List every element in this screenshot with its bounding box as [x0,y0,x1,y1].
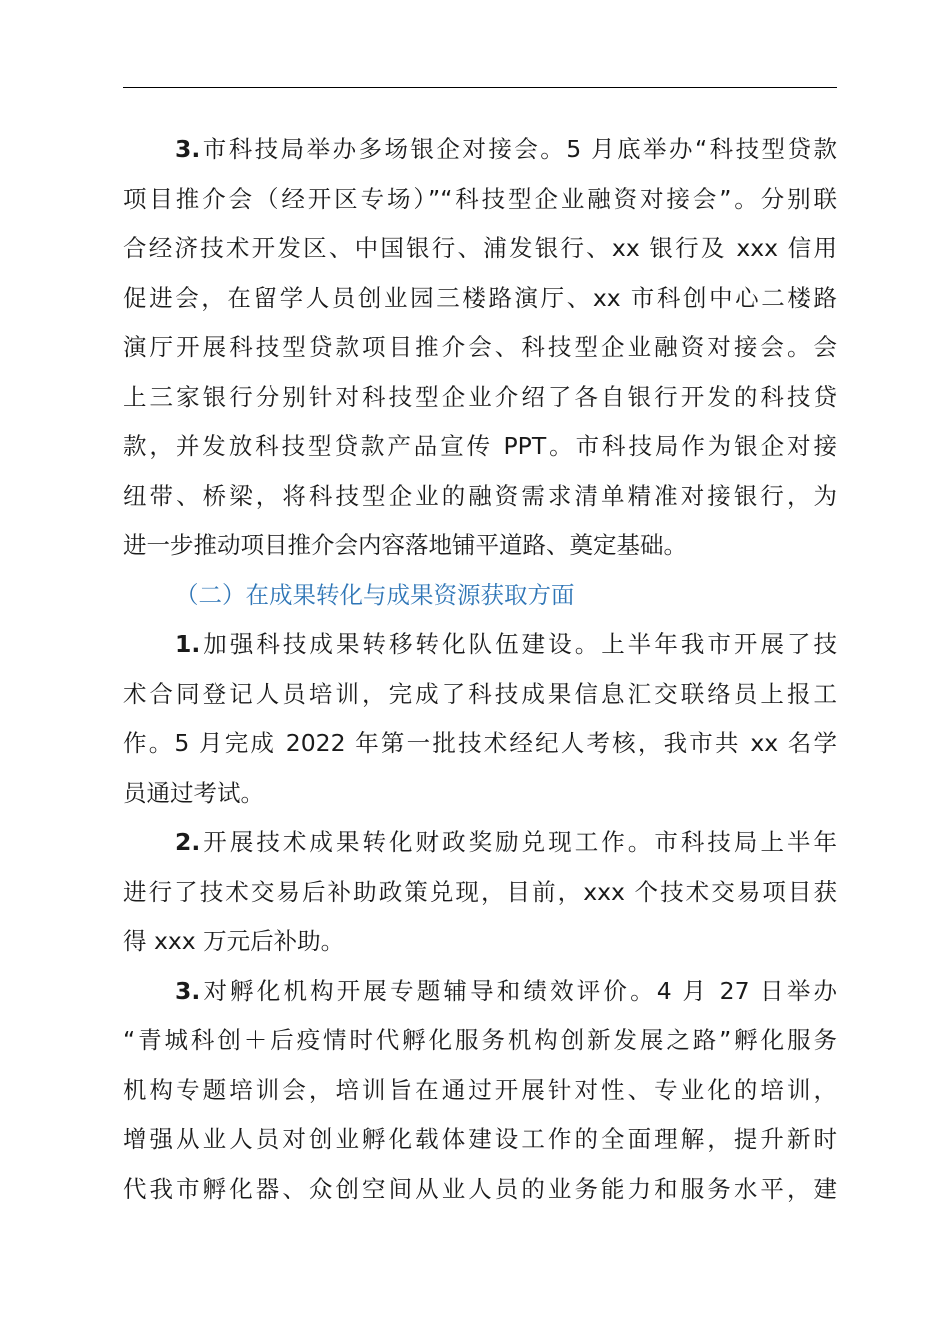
item-number: 3. [175,976,201,1005]
paragraph-bank-enterprise-meetings [123,125,837,571]
line-text: 对孵化机构开展专题辅导和绩效评价。4 月 27 日举办 [200,976,837,1005]
item-number: 2. [175,828,201,856]
line-text: 市科技局举办多场银企对接会。5 月底举办“科技型贷款 [200,135,837,163]
paragraph-line: 演厅开展科技型贷款项目推介会、科技型企业融资对接会。会 [123,333,837,361]
item-number: 1. [175,630,201,658]
paragraph-line: 进一步推动项目推介会内容落地铺平道路、奠定基础。 [123,531,687,559]
paragraph-line: 机构专题培训会，培训旨在通过开展针对性、专业化的培训， [123,1075,837,1104]
paragraph-transfer-team-building [123,620,837,818]
paragraph-incubator-guidance [123,967,837,1215]
paragraph-line: 进行了技术交易后补助政策兑现，目前，xxx 个技术交易项目获 [123,877,837,906]
paragraph-line: 增强从业人员对创业孵化载体建设工作的全面理解，提升新时 [123,1125,837,1153]
paragraph-line: 项目推介会（经开区专场）”“科技型企业融资对接会”。分别联 [123,184,837,213]
paragraph-line [123,620,837,670]
section-heading: （二）在成果转化与成果资源获取方面 [175,580,575,609]
paragraph-line: 得 xxx 万元后补助。 [123,927,345,955]
paragraph-line: 促进会，在留学人员创业园三楼路演厅、xx 市科创中心二楼路 [123,283,837,312]
line-text: 加强科技成果转移转化队伍建设。上半年我市开展了技 [200,630,837,658]
document-body [123,125,837,1214]
paragraph-financial-rewards [123,818,837,967]
paragraph-line: 合经济技术开发区、中国银行、浦发银行、xx 银行及 xxx 信用 [123,234,837,262]
paragraph-line: 作。5 月完成 2022 年第一批技术经纪人考核，我市共 xx 名学 [123,729,837,757]
paragraph-line [123,967,837,1017]
paragraph-line: 术合同登记人员培训，完成了科技成果信息汇交联络员上报工 [123,679,837,708]
paragraph-line: 员通过考试。 [123,778,264,807]
paragraph-line [123,818,837,868]
paragraph-line [123,125,837,175]
line-text: 开展技术成果转化财政奖励兑现工作。市科技局上半年 [200,828,837,856]
paragraph-line: “青城科创＋后疫情时代孵化服务机构创新发展之路”孵化服务 [123,1026,837,1054]
paragraph-line: 款，并发放科技型贷款产品宣传 PPT。市科技局作为银企对接 [123,432,837,460]
paragraph-line: 代我市孵化器、众创空间从业人员的业务能力和服务水平，建 [123,1174,837,1203]
paragraph-line: 纽带、桥梁，将科技型企业的融资需求清单精准对接银行，为 [123,481,837,510]
item-number: 3. [175,135,201,163]
header-rule [123,87,837,88]
paragraph-line: 上三家银行分别针对科技型企业介绍了各自银行开发的科技贷 [123,382,837,411]
